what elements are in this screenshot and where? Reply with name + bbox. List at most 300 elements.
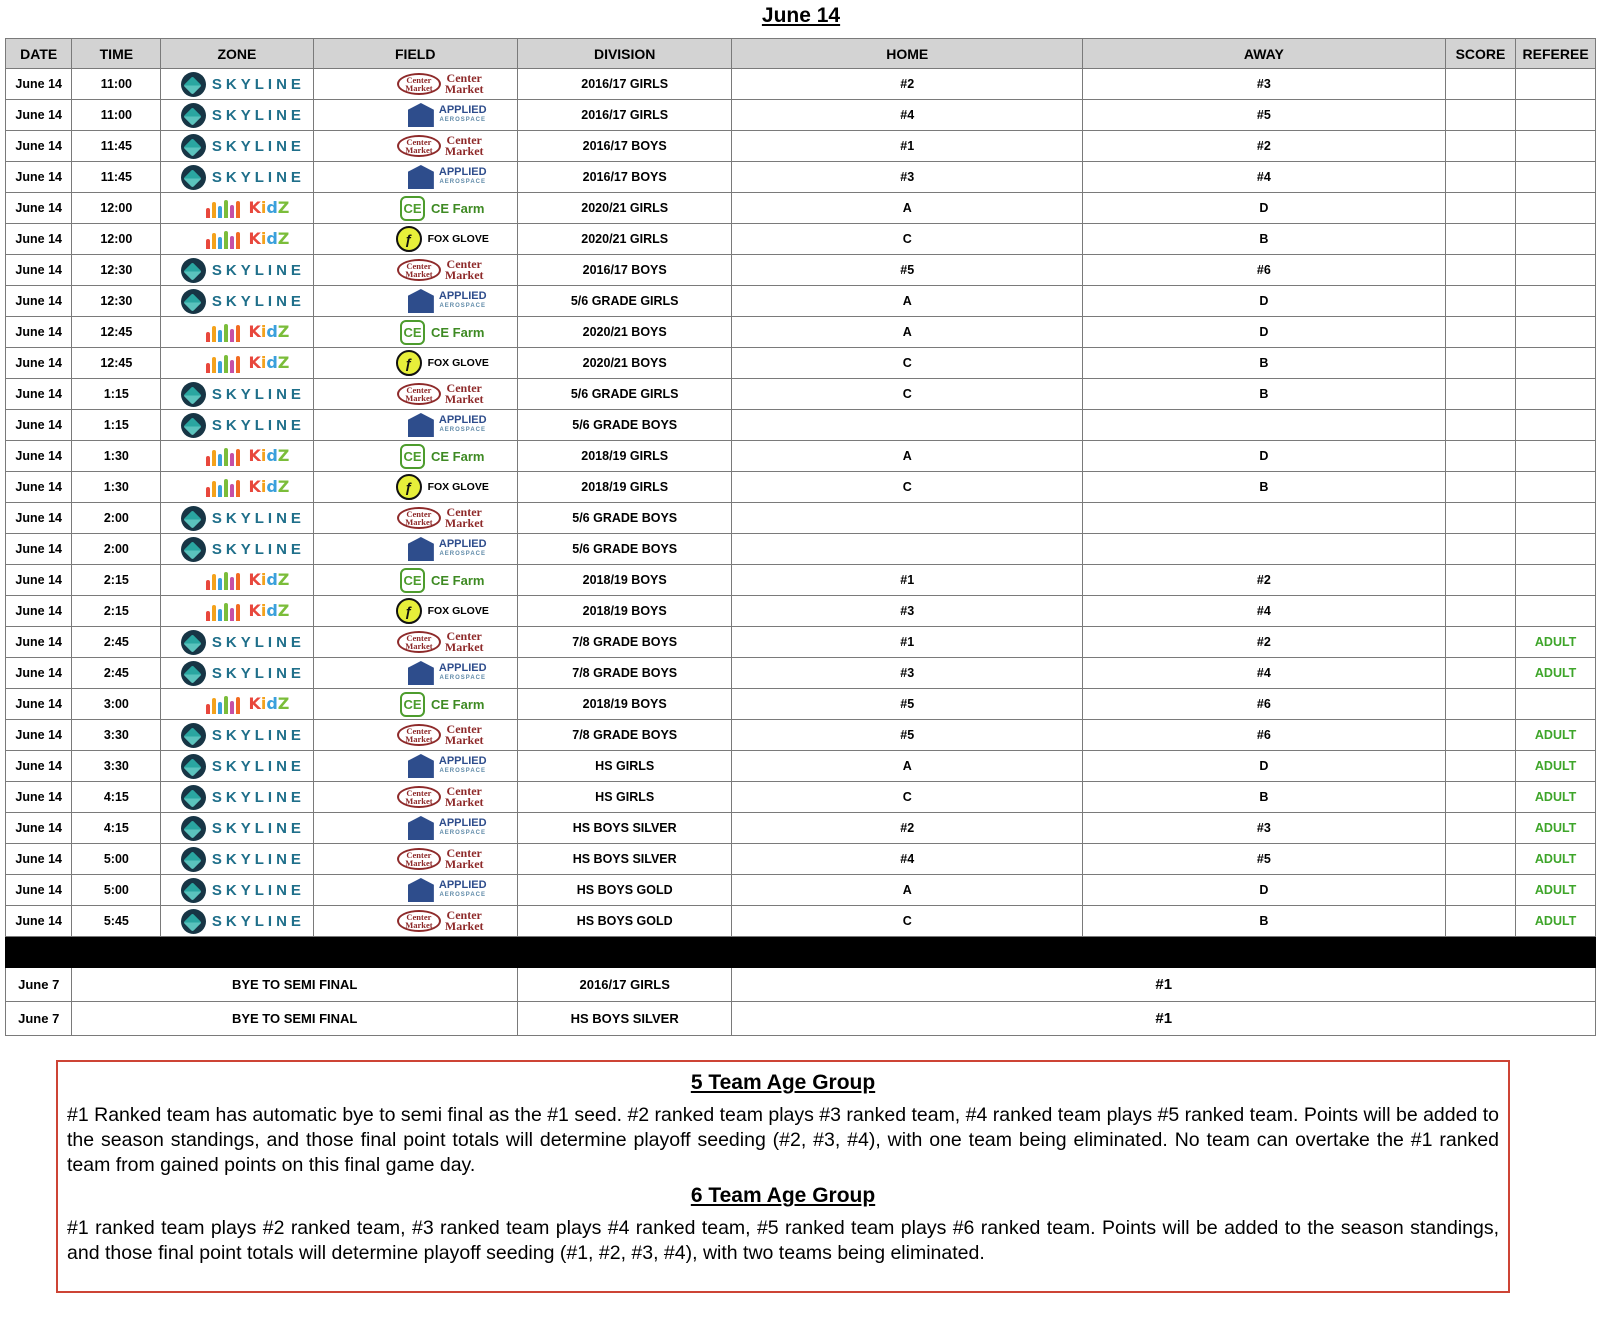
game-zone [161, 813, 313, 844]
game-field [313, 503, 517, 534]
game-home: C [732, 348, 1082, 379]
center-market-logo: Center Market Center Market [397, 786, 484, 808]
game-row [6, 255, 1596, 286]
game-date: June 14 [6, 751, 72, 782]
ce-farm-icon: CE [400, 320, 425, 345]
game-away: D [1082, 193, 1445, 224]
game-row [6, 472, 1596, 503]
skyline-icon [181, 165, 206, 190]
game-field [313, 472, 517, 503]
game-date: June 14 [6, 472, 72, 503]
game-score [1445, 689, 1516, 720]
bye-section [6, 937, 1596, 1036]
ce-farm-logo: CE CE Farm [396, 568, 484, 593]
game-zone [161, 844, 313, 875]
skyline-icon [181, 134, 206, 159]
game-time: 12:30 [72, 286, 161, 317]
game-score [1445, 410, 1516, 441]
game-home: A [732, 193, 1082, 224]
kidz-art-icon [204, 694, 246, 714]
applied-aerospace-icon [408, 537, 434, 561]
game-zone [161, 596, 313, 627]
game-time: 12:45 [72, 317, 161, 348]
game-home: #1 [732, 131, 1082, 162]
applied-aerospace-icon [408, 413, 434, 437]
game-division: 7/8 GRADE BOYS [517, 720, 732, 751]
game-zone [161, 441, 313, 472]
game-division: 2020/21 BOYS [517, 348, 732, 379]
game-home: #1 [732, 627, 1082, 658]
skyline-icon [181, 382, 206, 407]
game-field [313, 813, 517, 844]
ce-farm-logo: CE CE Farm [396, 320, 484, 345]
game-referee [1516, 348, 1596, 379]
game-division: HS BOYS GOLD [517, 906, 732, 937]
game-away: #6 [1082, 720, 1445, 751]
game-referee [1516, 472, 1596, 503]
games-body [6, 69, 1596, 937]
game-referee [1516, 224, 1596, 255]
game-date: June 14 [6, 131, 72, 162]
center-market-logo: Center Market Center Market [397, 135, 484, 157]
game-division: 2018/19 GIRLS [517, 441, 732, 472]
game-away: #3 [1082, 813, 1445, 844]
skyline-icon [181, 506, 206, 531]
kidz-dental-logo: KidZ [184, 446, 289, 466]
game-away: #2 [1082, 627, 1445, 658]
game-row [6, 689, 1596, 720]
game-home: C [732, 379, 1082, 410]
game-away: #3 [1082, 69, 1445, 100]
game-referee [1516, 255, 1596, 286]
game-referee [1516, 534, 1596, 565]
game-zone [161, 255, 313, 286]
schedule-table [5, 38, 1596, 1036]
game-date: June 14 [6, 224, 72, 255]
game-away: B [1082, 224, 1445, 255]
game-time: 2:45 [72, 627, 161, 658]
game-row [6, 596, 1596, 627]
header-field: FIELD [313, 39, 517, 69]
game-referee [1516, 503, 1596, 534]
game-home: #3 [732, 596, 1082, 627]
skyline-icon [181, 785, 206, 810]
kidz-dental-logo: KidZ [184, 477, 289, 497]
game-date: June 14 [6, 503, 72, 534]
game-field [313, 875, 517, 906]
game-field [313, 565, 517, 596]
six-team-text: #1 ranked team plays #2 ranked team, #3 ranked team plays #4 ranked team, #5 ranked team plays #6 ranked team. Points will be added to the season standings, and those final point totals will determine playoff seeding (#1, #2, #3, #4), with two teams being eliminated. [67, 1217, 1499, 1264]
center-market-logo: Center Market Center Market [397, 259, 484, 281]
game-referee: ADULT [1516, 906, 1596, 937]
ce-farm-logo: CE CE Farm [396, 692, 484, 717]
game-home: #5 [732, 255, 1082, 286]
header-referee: REFEREE [1516, 39, 1596, 69]
game-division: 2020/21 BOYS [517, 317, 732, 348]
bye-row [6, 1002, 1596, 1036]
game-score [1445, 503, 1516, 534]
skyline-icon [181, 103, 206, 128]
skyline-logo: SKYLINE [181, 630, 305, 655]
applied-aerospace-icon [408, 289, 434, 313]
game-referee: ADULT [1516, 844, 1596, 875]
rules-box [56, 1060, 1510, 1293]
game-division: 2016/17 BOYS [517, 255, 732, 286]
game-zone [161, 131, 313, 162]
header-score: SCORE [1445, 39, 1516, 69]
skyline-icon [181, 72, 206, 97]
kidz-dental-logo: KidZ [184, 694, 289, 714]
game-away: B [1082, 472, 1445, 503]
game-row [6, 379, 1596, 410]
game-home: #5 [732, 720, 1082, 751]
kidz-art-icon [204, 229, 246, 249]
game-score [1445, 875, 1516, 906]
center-market-icon: Center Market [397, 724, 441, 746]
game-division: 2018/19 BOYS [517, 689, 732, 720]
kidz-art-icon [204, 446, 246, 466]
applied-aerospace-logo: APPLIED AEROSPACE [394, 103, 487, 127]
game-away: B [1082, 348, 1445, 379]
fox-glove-icon: ƒ [396, 474, 422, 500]
game-date: June 14 [6, 410, 72, 441]
game-score [1445, 69, 1516, 100]
game-field [313, 224, 517, 255]
game-row [6, 100, 1596, 131]
game-field [313, 410, 517, 441]
game-division: 2016/17 BOYS [517, 162, 732, 193]
skyline-logo: SKYLINE [181, 785, 305, 810]
game-zone [161, 627, 313, 658]
game-division: 2016/17 GIRLS [517, 69, 732, 100]
game-date: June 14 [6, 441, 72, 472]
game-zone [161, 689, 313, 720]
game-division: 5/6 GRADE BOYS [517, 534, 732, 565]
game-home: #1 [732, 565, 1082, 596]
game-score [1445, 658, 1516, 689]
game-zone [161, 534, 313, 565]
game-division: 5/6 GRADE BOYS [517, 503, 732, 534]
game-date: June 14 [6, 720, 72, 751]
game-time: 12:00 [72, 224, 161, 255]
game-field [313, 534, 517, 565]
center-market-logo: Center Market Center Market [397, 73, 484, 95]
game-score [1445, 720, 1516, 751]
game-field [313, 782, 517, 813]
game-zone [161, 286, 313, 317]
game-referee: ADULT [1516, 782, 1596, 813]
bye-division: 2016/17 GIRLS [517, 968, 732, 1002]
game-away: #6 [1082, 689, 1445, 720]
game-time: 12:30 [72, 255, 161, 286]
game-score [1445, 317, 1516, 348]
game-score [1445, 100, 1516, 131]
header-home: HOME [732, 39, 1082, 69]
header-zone: ZONE [161, 39, 313, 69]
game-row [6, 410, 1596, 441]
kidz-dental-logo: KidZ [184, 322, 289, 342]
game-date: June 14 [6, 689, 72, 720]
game-row [6, 906, 1596, 937]
game-home: #3 [732, 658, 1082, 689]
skyline-logo: SKYLINE [181, 258, 305, 283]
game-division: 2018/19 BOYS [517, 565, 732, 596]
game-date: June 14 [6, 534, 72, 565]
game-zone [161, 875, 313, 906]
game-score [1445, 906, 1516, 937]
skyline-icon [181, 537, 206, 562]
game-division: 7/8 GRADE BOYS [517, 658, 732, 689]
skyline-icon [181, 847, 206, 872]
game-division: HS BOYS SILVER [517, 844, 732, 875]
game-zone [161, 317, 313, 348]
skyline-logo: SKYLINE [181, 413, 305, 438]
game-field [313, 627, 517, 658]
game-time: 1:30 [72, 441, 161, 472]
header-division: DIVISION [517, 39, 732, 69]
applied-aerospace-icon [408, 816, 434, 840]
game-row [6, 69, 1596, 100]
game-zone [161, 224, 313, 255]
game-field [313, 658, 517, 689]
five-team-text: #1 Ranked team has automatic bye to semi final as the #1 seed. #2 ranked team plays #3 ranked team, #4 ranked team plays #5 ranked team. Points will be added to the season standings, and those final point totals will determine playoff seeding (#2, #3, #4), with one team being eliminated. No team can overtake the #1 ranked team from gained points on this final game day. [67, 1104, 1499, 1176]
applied-aerospace-icon [408, 754, 434, 778]
skyline-icon [181, 413, 206, 438]
game-home: C [732, 472, 1082, 503]
applied-aerospace-icon [408, 103, 434, 127]
ce-farm-logo: CE CE Farm [396, 444, 484, 469]
game-time: 3:00 [72, 689, 161, 720]
game-field [313, 689, 517, 720]
game-zone [161, 69, 313, 100]
game-away: #5 [1082, 844, 1445, 875]
game-time: 11:45 [72, 131, 161, 162]
game-referee [1516, 441, 1596, 472]
game-away: B [1082, 906, 1445, 937]
game-away: #2 [1082, 131, 1445, 162]
game-home: #2 [732, 813, 1082, 844]
skyline-logo: SKYLINE [181, 103, 305, 128]
game-away: B [1082, 379, 1445, 410]
game-referee [1516, 131, 1596, 162]
game-date: June 14 [6, 255, 72, 286]
skyline-logo: SKYLINE [181, 909, 305, 934]
game-row [6, 627, 1596, 658]
game-home: A [732, 317, 1082, 348]
game-date: June 14 [6, 162, 72, 193]
separator-cell [6, 937, 1596, 968]
fox-glove-icon: ƒ [396, 598, 422, 624]
game-row [6, 875, 1596, 906]
game-division: 5/6 GRADE GIRLS [517, 286, 732, 317]
game-time: 3:30 [72, 720, 161, 751]
game-referee [1516, 162, 1596, 193]
kidz-dental-logo: KidZ [184, 353, 289, 373]
skyline-logo: SKYLINE [181, 165, 305, 190]
five-team-title: 5 Team Age Group [690, 1071, 876, 1094]
skyline-logo: SKYLINE [181, 878, 305, 903]
center-market-logo: Center Market Center Market [397, 724, 484, 746]
game-time: 2:00 [72, 503, 161, 534]
game-row [6, 162, 1596, 193]
game-time: 2:00 [72, 534, 161, 565]
game-field [313, 131, 517, 162]
kidz-art-icon [204, 570, 246, 590]
game-field [313, 379, 517, 410]
game-time: 4:15 [72, 813, 161, 844]
skyline-icon [181, 878, 206, 903]
center-market-icon: Center Market [397, 848, 441, 870]
game-away [1082, 410, 1445, 441]
game-date: June 14 [6, 100, 72, 131]
center-market-logo: Center Market Center Market [397, 848, 484, 870]
game-home: #3 [732, 162, 1082, 193]
game-date: June 14 [6, 286, 72, 317]
game-division: 2018/19 BOYS [517, 596, 732, 627]
kidz-art-icon [204, 322, 246, 342]
game-row [6, 813, 1596, 844]
fox-glove-logo: ƒ FOX GLOVE [392, 474, 489, 500]
game-referee: ADULT [1516, 751, 1596, 782]
game-score [1445, 224, 1516, 255]
applied-aerospace-logo: APPLIED AEROSPACE [394, 165, 487, 189]
applied-aerospace-logo: APPLIED AEROSPACE [394, 816, 487, 840]
applied-aerospace-logo: APPLIED AEROSPACE [394, 754, 487, 778]
game-row [6, 224, 1596, 255]
game-zone [161, 906, 313, 937]
fox-glove-icon: ƒ [396, 350, 422, 376]
game-home: C [732, 782, 1082, 813]
skyline-logo: SKYLINE [181, 134, 305, 159]
game-score [1445, 782, 1516, 813]
game-row [6, 751, 1596, 782]
game-home: #4 [732, 844, 1082, 875]
game-zone [161, 658, 313, 689]
game-zone [161, 193, 313, 224]
game-row [6, 720, 1596, 751]
game-field [313, 100, 517, 131]
game-referee [1516, 193, 1596, 224]
game-field [313, 751, 517, 782]
game-home: C [732, 224, 1082, 255]
game-referee [1516, 69, 1596, 100]
game-division: HS BOYS SILVER [517, 813, 732, 844]
game-score [1445, 472, 1516, 503]
game-away: #4 [1082, 658, 1445, 689]
game-home: #4 [732, 100, 1082, 131]
game-row [6, 348, 1596, 379]
bye-seed: #1 [732, 1002, 1596, 1036]
game-referee [1516, 565, 1596, 596]
center-market-logo: Center Market Center Market [397, 383, 484, 405]
game-zone [161, 162, 313, 193]
game-field [313, 844, 517, 875]
applied-aerospace-logo: APPLIED AEROSPACE [394, 878, 487, 902]
bye-date: June 7 [6, 968, 72, 1002]
skyline-logo: SKYLINE [181, 723, 305, 748]
center-market-icon: Center Market [397, 786, 441, 808]
game-row [6, 503, 1596, 534]
kidz-dental-logo: KidZ [184, 198, 289, 218]
game-division: 2018/19 GIRLS [517, 472, 732, 503]
game-referee: ADULT [1516, 658, 1596, 689]
skyline-icon [181, 661, 206, 686]
skyline-logo: SKYLINE [181, 72, 305, 97]
center-market-icon: Center Market [397, 259, 441, 281]
ce-farm-logo: CE CE Farm [396, 196, 484, 221]
six-team-title: 6 Team Age Group [690, 1184, 876, 1207]
game-zone [161, 379, 313, 410]
game-row [6, 658, 1596, 689]
game-referee [1516, 317, 1596, 348]
game-referee [1516, 286, 1596, 317]
game-zone [161, 100, 313, 131]
applied-aerospace-icon [408, 661, 434, 685]
game-time: 1:15 [72, 410, 161, 441]
kidz-art-icon [204, 198, 246, 218]
game-division: 2016/17 GIRLS [517, 100, 732, 131]
game-score [1445, 193, 1516, 224]
game-score [1445, 162, 1516, 193]
game-division: 2020/21 GIRLS [517, 193, 732, 224]
game-time: 5:00 [72, 875, 161, 906]
game-score [1445, 565, 1516, 596]
game-field [313, 69, 517, 100]
skyline-icon [181, 723, 206, 748]
center-market-icon: Center Market [397, 631, 441, 653]
game-division: HS BOYS GOLD [517, 875, 732, 906]
game-row [6, 286, 1596, 317]
header-date: DATE [6, 39, 72, 69]
skyline-logo: SKYLINE [181, 754, 305, 779]
game-division: HS GIRLS [517, 751, 732, 782]
skyline-icon [181, 754, 206, 779]
ce-farm-icon: CE [400, 196, 425, 221]
game-referee: ADULT [1516, 627, 1596, 658]
skyline-icon [181, 630, 206, 655]
game-home: A [732, 751, 1082, 782]
game-row [6, 193, 1596, 224]
game-time: 1:15 [72, 379, 161, 410]
game-field [313, 193, 517, 224]
game-away: #4 [1082, 596, 1445, 627]
game-score [1445, 751, 1516, 782]
separator-bar [6, 937, 1596, 968]
game-division: 7/8 GRADE BOYS [517, 627, 732, 658]
game-score [1445, 534, 1516, 565]
game-away: #4 [1082, 162, 1445, 193]
game-time: 2:15 [72, 565, 161, 596]
game-date: June 14 [6, 317, 72, 348]
applied-aerospace-logo: APPLIED AEROSPACE [394, 661, 487, 685]
game-zone [161, 410, 313, 441]
game-field [313, 720, 517, 751]
center-market-logo: Center Market Center Market [397, 910, 484, 932]
kidz-art-icon [204, 353, 246, 373]
game-score [1445, 813, 1516, 844]
applied-aerospace-icon [408, 165, 434, 189]
game-field [313, 441, 517, 472]
game-time: 11:45 [72, 162, 161, 193]
game-home: #2 [732, 69, 1082, 100]
game-date: June 14 [6, 782, 72, 813]
game-zone [161, 503, 313, 534]
game-field [313, 286, 517, 317]
game-date: June 14 [6, 596, 72, 627]
game-away: #2 [1082, 565, 1445, 596]
skyline-logo: SKYLINE [181, 661, 305, 686]
game-time: 2:15 [72, 596, 161, 627]
